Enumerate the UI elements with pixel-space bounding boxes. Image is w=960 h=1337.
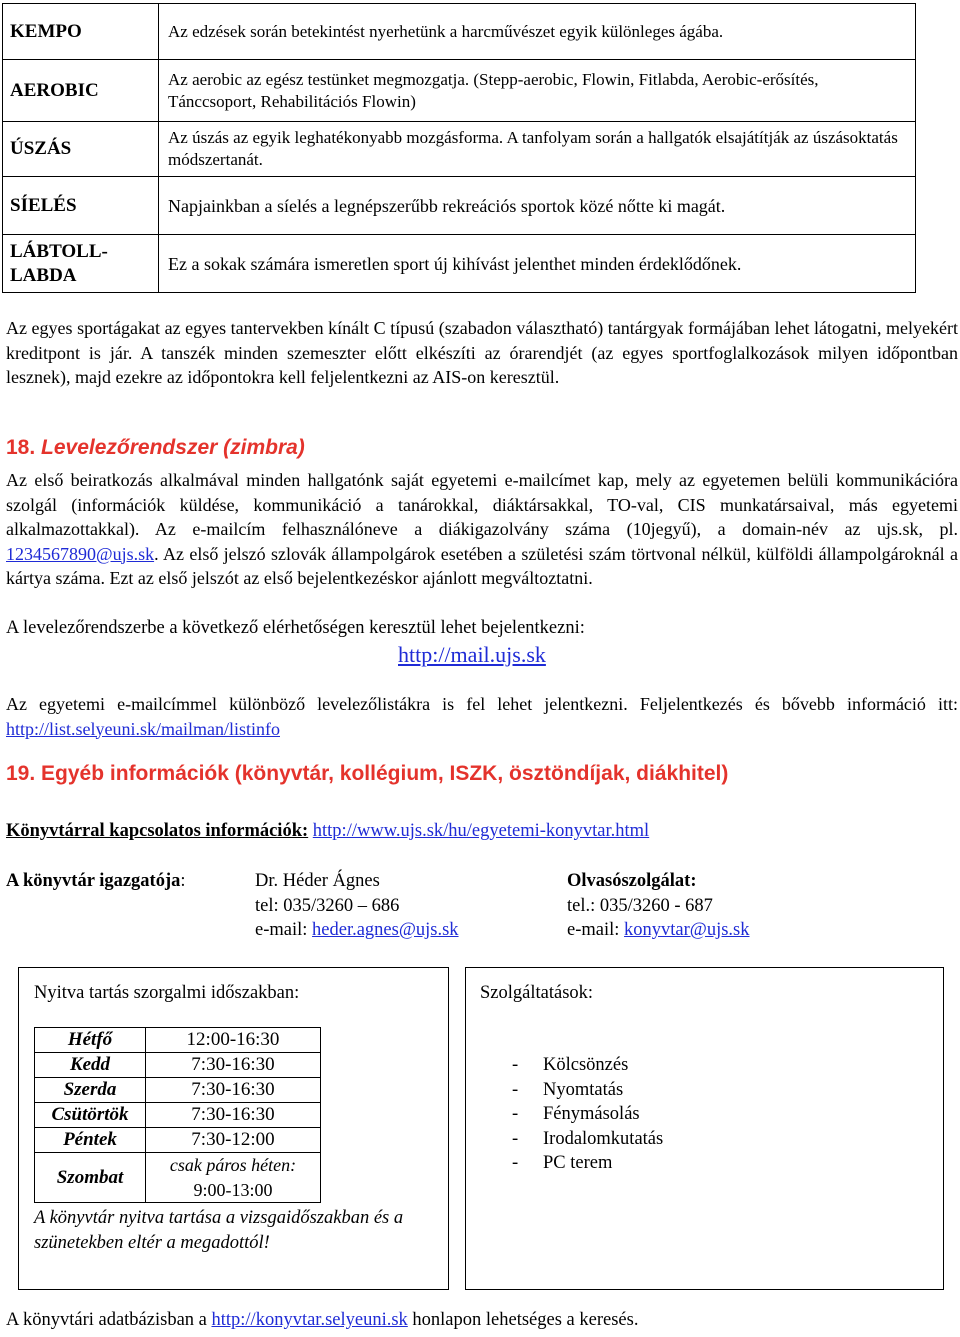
hours-day: Kedd [35, 1053, 146, 1078]
catalog-url-link[interactable]: http://konyvtar.selyeuni.sk [211, 1310, 408, 1330]
reading-service-tel: tel.: 035/3260 - 687 [567, 895, 713, 916]
sport-name-line: LÁBTOLL- [10, 240, 108, 262]
services-list [512, 1053, 663, 1176]
service-item: Kölcsönzés [543, 1055, 629, 1075]
director-tel: tel: 035/3260 – 686 [255, 895, 400, 916]
director-email-line [255, 918, 459, 943]
example-email-link[interactable]: 1234567890@ujs.sk [6, 543, 155, 564]
reading-service-email-line [567, 918, 750, 943]
hours-day: Hétfő [35, 1028, 146, 1053]
footer-prefix: A könyvtári adatbázisban a [6, 1310, 212, 1330]
mail-url-link[interactable]: http://mail.ujs.sk [398, 642, 546, 667]
library-url-link[interactable]: http://www.ujs.sk/hu/egyetemi-konyvtar.html [312, 821, 650, 841]
list-item [512, 1151, 663, 1176]
hours-time: 7:30-12:00 [146, 1128, 321, 1153]
email-prefix: e-mail: [567, 920, 625, 940]
list-item [512, 1127, 663, 1152]
section-18-heading [6, 436, 305, 460]
section-title: Levelezőrendszer (zimbra) [41, 436, 305, 459]
mail-paragraph [6, 468, 958, 591]
sport-name: KEMPO [3, 4, 159, 60]
section-19-heading [6, 762, 728, 786]
reading-service-block [567, 869, 750, 943]
bullet-dash: - [512, 1055, 519, 1075]
sport-desc: Napjainkban a síelés a legnépszerűbb rekreációs sportok közé nőtte ki magát. [159, 177, 916, 235]
mail-paragraph-text: . Az első jelszó szlovák állampolgárok esetében a születési szám törtvonal nélkül, külföldi állampolgároknál a kártya száma. Ezt az első jelszót az első bejelentkezéskor ajánlott megváltoztatni. [6, 543, 958, 588]
lists-paragraph [6, 692, 958, 741]
reading-service-email-link[interactable]: konyvtar@ujs.sk [624, 920, 750, 940]
bullet-dash: - [512, 1079, 519, 1100]
library-info-line [6, 819, 649, 844]
section-title: Egyéb információk (könyvtár, kollégium, ISZK, ösztöndíjak, diákhitel) [41, 762, 729, 785]
sport-name [3, 235, 159, 293]
service-item: PC terem [543, 1153, 613, 1173]
director-block [255, 869, 459, 943]
service-item: Nyomtatás [543, 1079, 624, 1100]
section-number: 18. [6, 436, 36, 459]
hours-day: Péntek [35, 1128, 146, 1153]
reading-service-label: Olvasószolgálat: [567, 871, 697, 891]
bullet-dash: - [512, 1128, 519, 1149]
mail-paragraph-text: Az első beiratkozás alkalmával minden hallgatónk saját egyetemi e-mailcímet kap, mely az egyetemen belüli kommunikációra szolgál (információk küldése, kommunikáció a tanárokkal, diáktársakkal, TO-val, CIS munkatársaival, más egyetemi alkalmazottakkal). Az e-mailcím felhasználóneve a diákigazolvány száma (10jegyű), a domain-név az ujs.sk, pl. [6, 470, 958, 539]
list-item [512, 1053, 663, 1078]
opening-hours-table [34, 1027, 321, 1203]
footer-suffix: honlapon lehetséges a keresés. [407, 1310, 639, 1330]
section-number: 19. [6, 762, 36, 785]
sport-desc: Az aerobic az egész testünket megmozgatja. (Stepp-aerobic, Flowin, Fitlabda, Aerobic-erősítés, Tánccsoport, Rehabilitációs Flowin) [159, 60, 916, 122]
sport-name-line: LABDA [10, 264, 77, 286]
director-label-line [6, 869, 186, 894]
sport-desc: Az edzések során betekintést nyerhetünk a harcművészet egyik különleges ágába. [159, 4, 916, 60]
lists-url-link[interactable]: http://list.selyeuni.sk/mailman/listinfo [6, 718, 280, 739]
hours-day: Szombat [35, 1153, 146, 1203]
lists-text: Az egyetemi e-mailcímmel különböző levelezőlistákra is fel lehet jelentkezni. Feljelentkezés és bővebb információ itt: [6, 694, 958, 714]
sport-name: SÍELÉS [3, 177, 159, 235]
services-heading: Szolgáltatások: [480, 983, 594, 1003]
library-label: Könyvtárral kapcsolatos információk: [6, 821, 309, 841]
email-prefix: e-mail: [255, 920, 313, 940]
hours-time: 7:30-16:30 [146, 1103, 321, 1128]
saturday-note: csak páros héten: [169, 1155, 297, 1175]
bullet-dash: - [512, 1153, 519, 1173]
footer-line [6, 1308, 638, 1333]
sport-name: ÚSZÁS [3, 122, 159, 177]
director-label: A könyvtár igazgatója [6, 871, 181, 891]
saturday-time: 9:00-13:00 [193, 1179, 273, 1200]
opening-hours-heading: Nyitva tartás szorgalmi időszakban: [34, 983, 300, 1003]
hours-day: Csütörtök [35, 1103, 146, 1128]
hours-time: 7:30-16:30 [146, 1078, 321, 1103]
service-item: Irodalomkutatás [543, 1128, 664, 1149]
director-email-link[interactable]: heder.agnes@ujs.sk [312, 920, 459, 940]
sports-paragraph: Az egyes sportágakat az egyes tantervekben kínált C típusú (szabadon választható) tantárgyak formájában lehet látogatni, melyekért kreditpont is jár. A tanszék minden szemeszter előtt elkészíti az órarendjét (az egyes sportfoglalkozások milyen időpontban lesznek), majd ezekre az időpontokra kell feljelentkezni az AIS-on keresztül. [6, 318, 958, 387]
sports-table [2, 3, 916, 293]
hours-time [146, 1153, 321, 1203]
list-item [512, 1078, 663, 1103]
sport-name: AEROBIC [3, 60, 159, 122]
hours-time: 12:00-16:30 [146, 1028, 321, 1053]
service-item: Fénymásolás [543, 1104, 640, 1124]
bullet-dash: - [512, 1104, 519, 1124]
list-item [512, 1102, 663, 1127]
sport-desc: Ez a sokak számára ismeretlen sport új kihívást jelenthet minden érdeklődőnek. [159, 235, 916, 293]
director-name: Dr. Héder Ágnes [255, 871, 380, 891]
sport-desc: Az úszás az egyik leghatékonyabb mozgásforma. A tanfolyam során a hallgatók elsajátítják az úszásoktatás módszertanát. [159, 122, 916, 177]
director-colon: : [180, 871, 186, 891]
hours-day: Szerda [35, 1078, 146, 1103]
hours-time: 7:30-16:30 [146, 1053, 321, 1078]
hours-note: A könyvtár nyitva tartása a vizsgaidőszakban és a szünetekben eltér a megadottól! [34, 1208, 404, 1253]
login-line: A levelezőrendszerbe a következő elérhetőségen keresztül lehet bejelentkezni: [6, 618, 585, 638]
